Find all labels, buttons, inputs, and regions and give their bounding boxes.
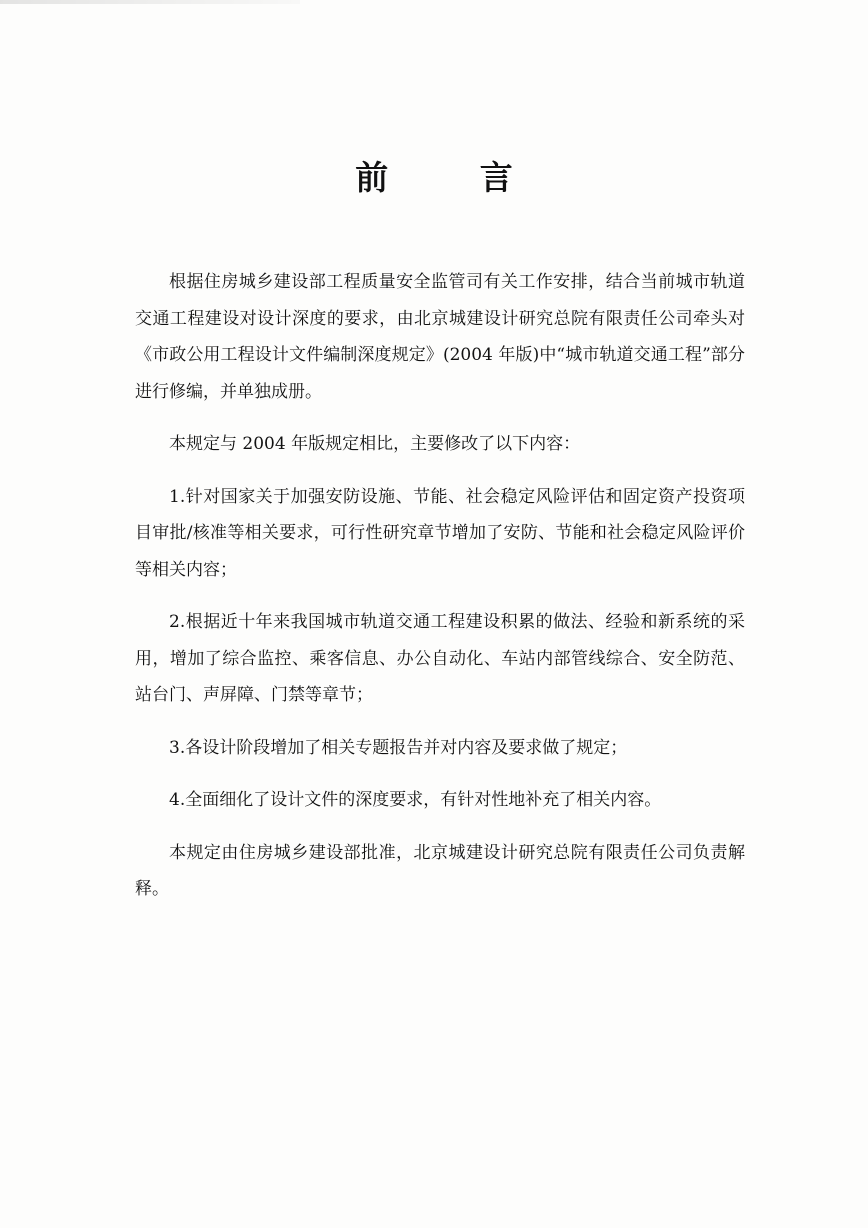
paragraph-item-3: 3.各设计阶段增加了相关专题报告并对内容及要求做了规定； bbox=[169, 737, 628, 758]
paragraph-summary: 本规定与 2004 年版规定相比，主要修改了以下内容： bbox=[169, 434, 581, 454]
paragraph-item-1: 1.针对国家关于加强安防设施、节能、社会稳定风险评估和固定资产投资项目审批/核准等相关要求，可行性研究章节增加了安防、节能和社会稳定风险评价等相关内容； bbox=[135, 486, 745, 580]
document-body bbox=[135, 264, 745, 924]
paragraph-item-4: 4.全面细化了设计文件的深度要求，有针对性地补充了相关内容。 bbox=[169, 790, 662, 810]
page-title: 前 言 bbox=[355, 158, 553, 197]
scan-edge-shadow bbox=[0, 0, 300, 4]
paragraph-item-2: 2.根据近十年来我国城市轨道交通工程建设积累的做法、经验和新系统的采用，增加了综合监控、乘客信息、办公自动化、车站内部管线综合、安全防范、站台门、声屏障、门禁等章节； bbox=[135, 612, 745, 705]
paragraph-intro: 根据住房城乡建设部工程质量安全监管司有关工作安排，结合当前城市轨道交通工程建设对设计深度的要求，由北京城建设计研究总院有限责任公司牵头对《市政公用工程设计文件编制深度规定》(2004 年版)中“城市轨道交通工程”部分进行修编，并单独成册。 bbox=[135, 272, 746, 402]
paragraph-closing: 本规定由住房城乡建设部批准，北京城建设计研究总院有限责任公司负责解释。 bbox=[135, 842, 745, 899]
